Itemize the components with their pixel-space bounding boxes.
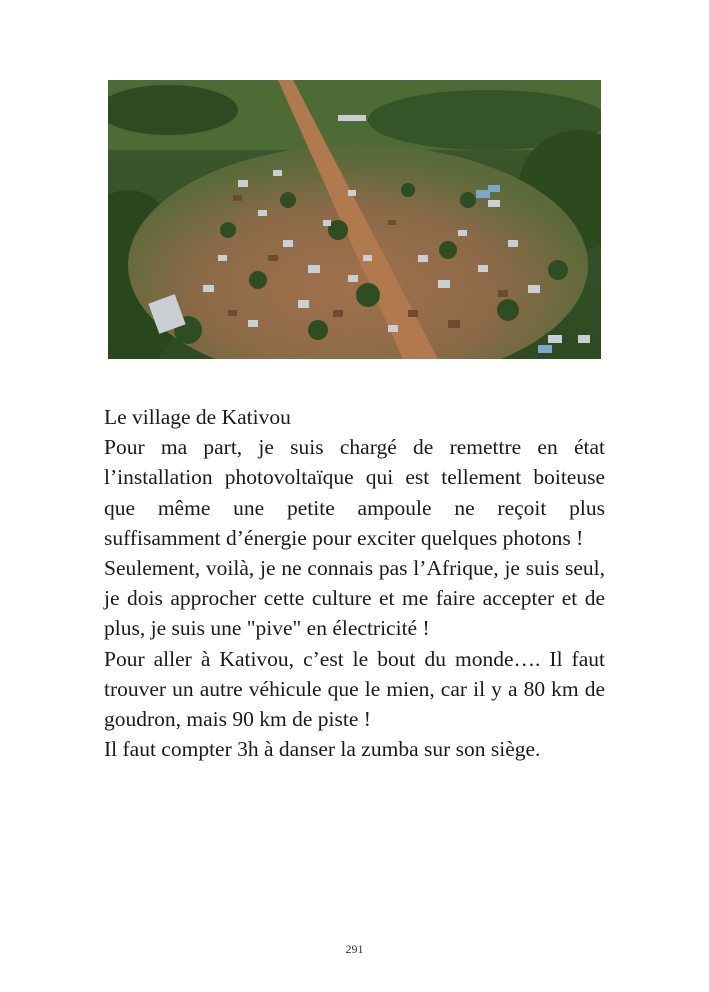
paragraph-2: Seulement, voilà, je ne connais pas l’Afrique, je suis seul, je dois approcher cette culture et me faire accepter et de plus, je suis une "pive" en électricité ! xyxy=(104,556,605,641)
paragraph-1: Pour ma part, je suis chargé de remettre en état l’installation photovoltaïque qui est tellement boiteuse que même une petite ampoule ne reçoit plus suffisamment d’énergie pour exciter quelques photons ! xyxy=(104,435,605,550)
village-aerial-photo xyxy=(108,80,601,359)
photo-caption: Le village de Kativou xyxy=(104,405,291,429)
paragraph-4: Il faut compter 3h à danser la zumba sur son siège. xyxy=(104,737,541,762)
paragraph-3: Pour aller à Kativou, c’est le bout du monde…. Il faut trouver un autre véhicule que le mien, car il y a 80 km de goudron, mais 90 km de piste ! xyxy=(104,646,605,732)
aerial-village-illustration xyxy=(108,80,601,359)
page-number: 291 xyxy=(345,942,364,956)
body-text xyxy=(104,402,605,764)
